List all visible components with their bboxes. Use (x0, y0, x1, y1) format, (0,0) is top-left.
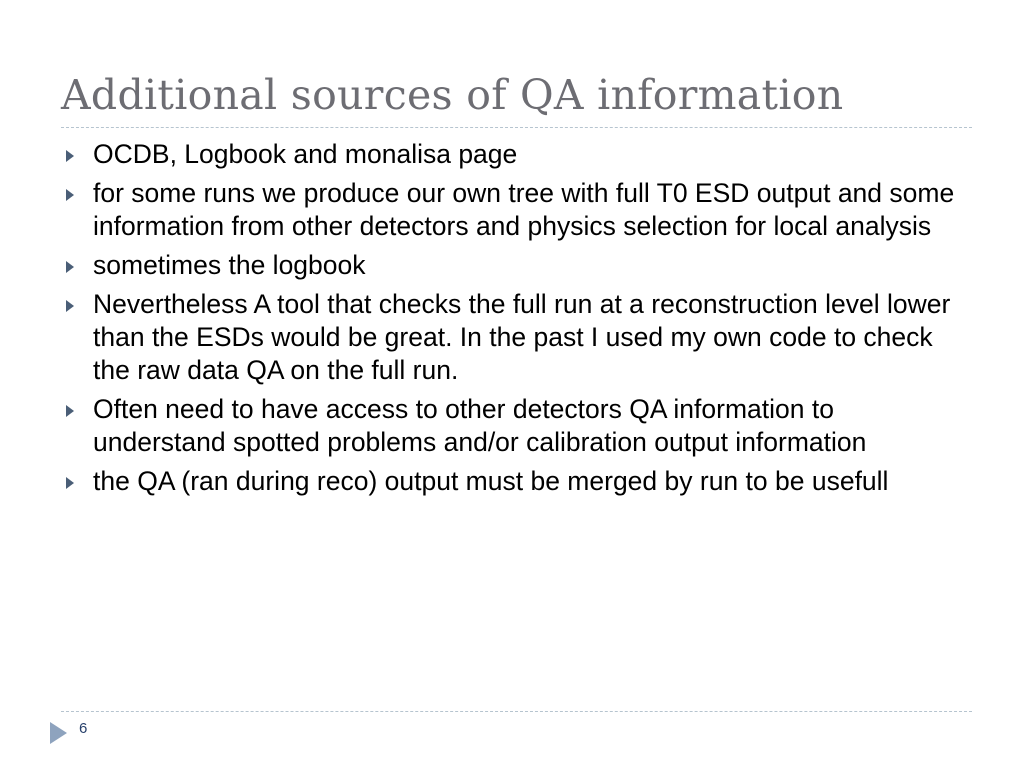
bullet-text: the QA (ran during reco) output must be merged by run to be usefull (93, 466, 889, 496)
bullet-arrow-icon (66, 477, 74, 489)
bullet-item (66, 393, 966, 459)
bullet-text: Nevertheless A tool that checks the full run at a reconstruction level lower than the ESDs would be great. In the past I used my own code to check the raw data QA on the full run. (93, 289, 951, 385)
bullet-text: OCDB, Logbook and monalisa page (93, 139, 518, 169)
bullet-arrow-icon (66, 189, 74, 201)
title-divider (61, 127, 972, 128)
bullet-text: for some runs we produce our own tree with full T0 ESD output and some information from other detectors and physics selection for local analysis (93, 178, 955, 241)
footer-arrow-icon (50, 722, 67, 744)
footer-divider (61, 711, 972, 712)
page-number: 6 (79, 720, 88, 737)
bullet-item (66, 177, 966, 243)
bullet-item (66, 138, 966, 171)
bullet-item (66, 249, 966, 282)
bullet-arrow-icon (66, 405, 74, 417)
bullet-list (66, 138, 966, 504)
bullet-arrow-icon (66, 300, 74, 312)
bullet-text: sometimes the logbook (93, 250, 366, 280)
bullet-text: Often need to have access to other detectors QA information to understand spotted problems and/or calibration output information (93, 394, 867, 457)
bullet-item (66, 288, 966, 387)
bullet-arrow-icon (66, 261, 74, 273)
slide-title: Additional sources of QA information (61, 71, 844, 119)
bullet-item (66, 465, 966, 498)
bullet-arrow-icon (66, 150, 74, 162)
